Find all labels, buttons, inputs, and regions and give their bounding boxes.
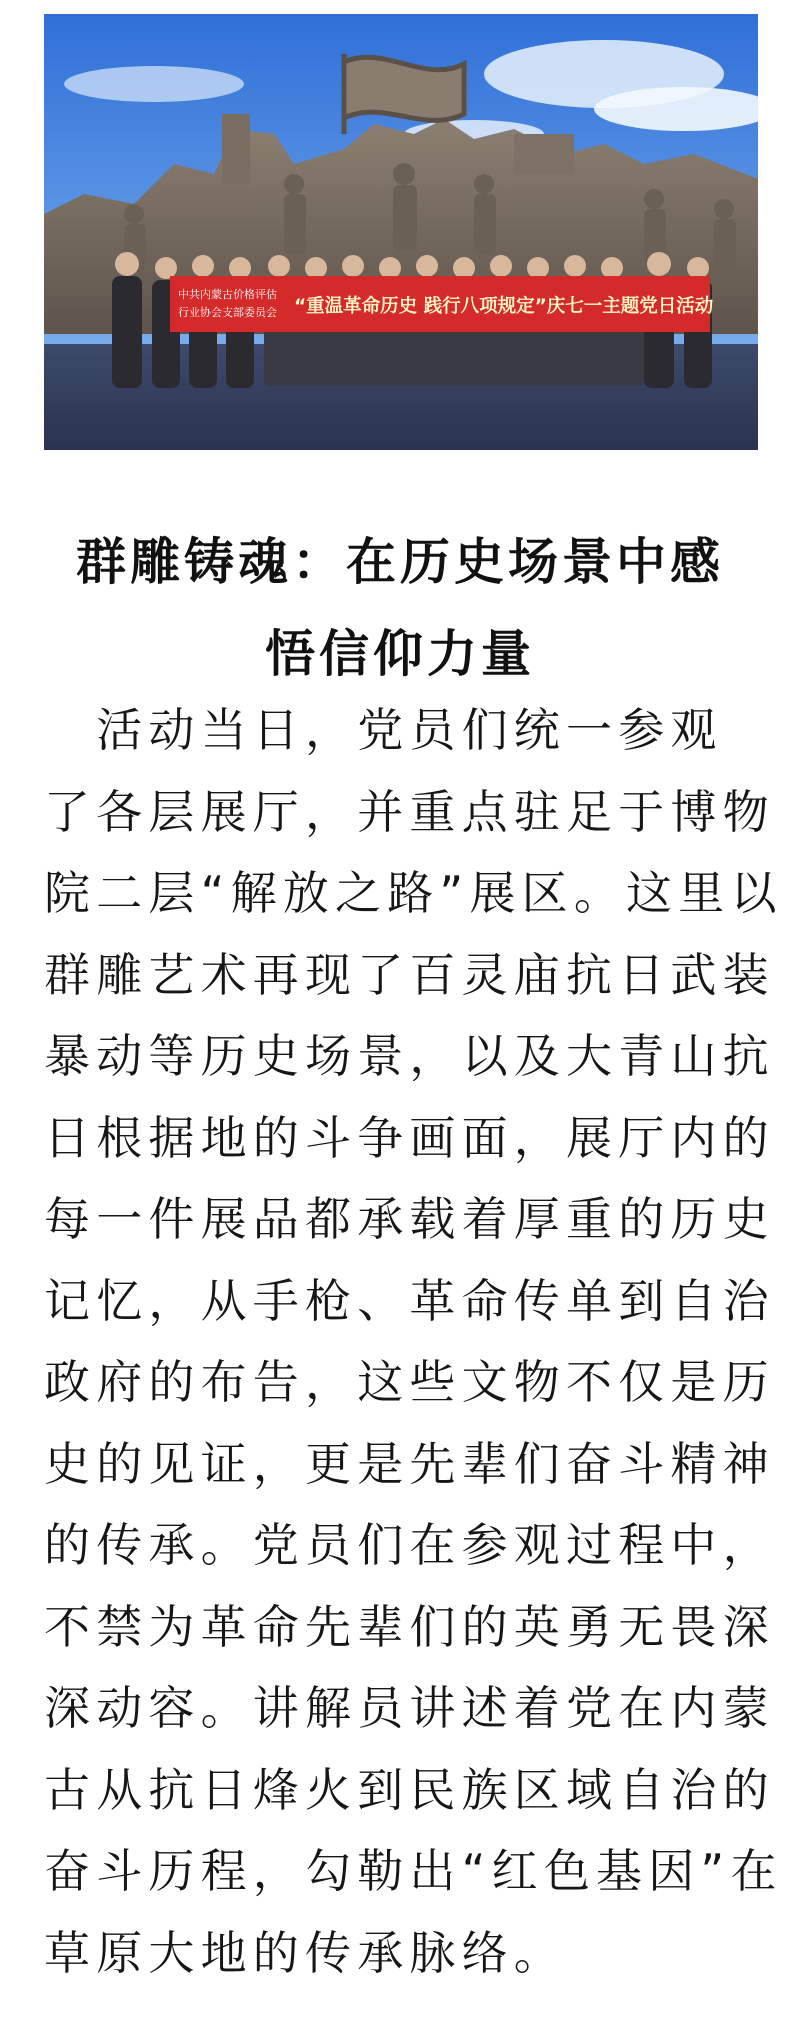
photo-illustration	[44, 14, 758, 450]
paragraph-line: 古从抗日烽火到民族区域自治的	[44, 1762, 775, 1817]
paragraph-line: 日根据地的斗争画面，展厅内的	[44, 1110, 775, 1165]
banner-left-line1: 中共内蒙古价格评估	[178, 288, 277, 301]
paragraph-line: 政府的布告，这些文物不仅是历	[44, 1355, 775, 1409]
paragraph-line: 奋斗历程，勾勒出“红色基因”在	[44, 1844, 783, 1898]
paragraph-line: 记忆，从手枪、革命传单到自治	[44, 1273, 775, 1328]
paragraph-line: 了各层展厅，并重点驻足于博物	[44, 784, 775, 839]
paragraph-line: 史的见证，更是先辈们奋斗精神	[44, 1436, 775, 1491]
paragraph-line: 不禁为革命先辈们的英勇无畏深	[44, 1599, 775, 1654]
paragraph-line: 活动当日，党员们统一参观	[44, 703, 723, 757]
section-heading	[0, 516, 800, 700]
paragraph-line: 院二层“解放之路”展区。这里以	[44, 866, 783, 920]
heading-line-2: 悟信仰力量	[265, 625, 535, 683]
paragraph-line: 的传承。党员们在参观过程中，	[44, 1518, 775, 1572]
banner-main: “重温革命历史 践行八项规定”庆七一主题党日活动	[294, 296, 714, 317]
heading-line-1: 群雕铸魂：在历史场景中感	[76, 533, 724, 591]
paragraph-line: 每一件展品都承载着厚重的历史	[44, 1192, 775, 1246]
paragraph-line: 暴动等历史场景，以及大青山抗	[44, 1029, 775, 1083]
banner	[170, 276, 714, 332]
paragraph-line: 群雕艺术再现了百灵庙抗日武装	[44, 947, 775, 1002]
body-paragraph	[44, 690, 783, 1994]
paragraph-line: 草原大地的传承脉络。	[44, 1925, 566, 1980]
group-photo	[44, 14, 758, 450]
banner-left-line2: 行业协会支部委员会	[178, 306, 277, 319]
paragraph-line: 深动容。讲解员讲述着党在内蒙	[44, 1681, 775, 1735]
